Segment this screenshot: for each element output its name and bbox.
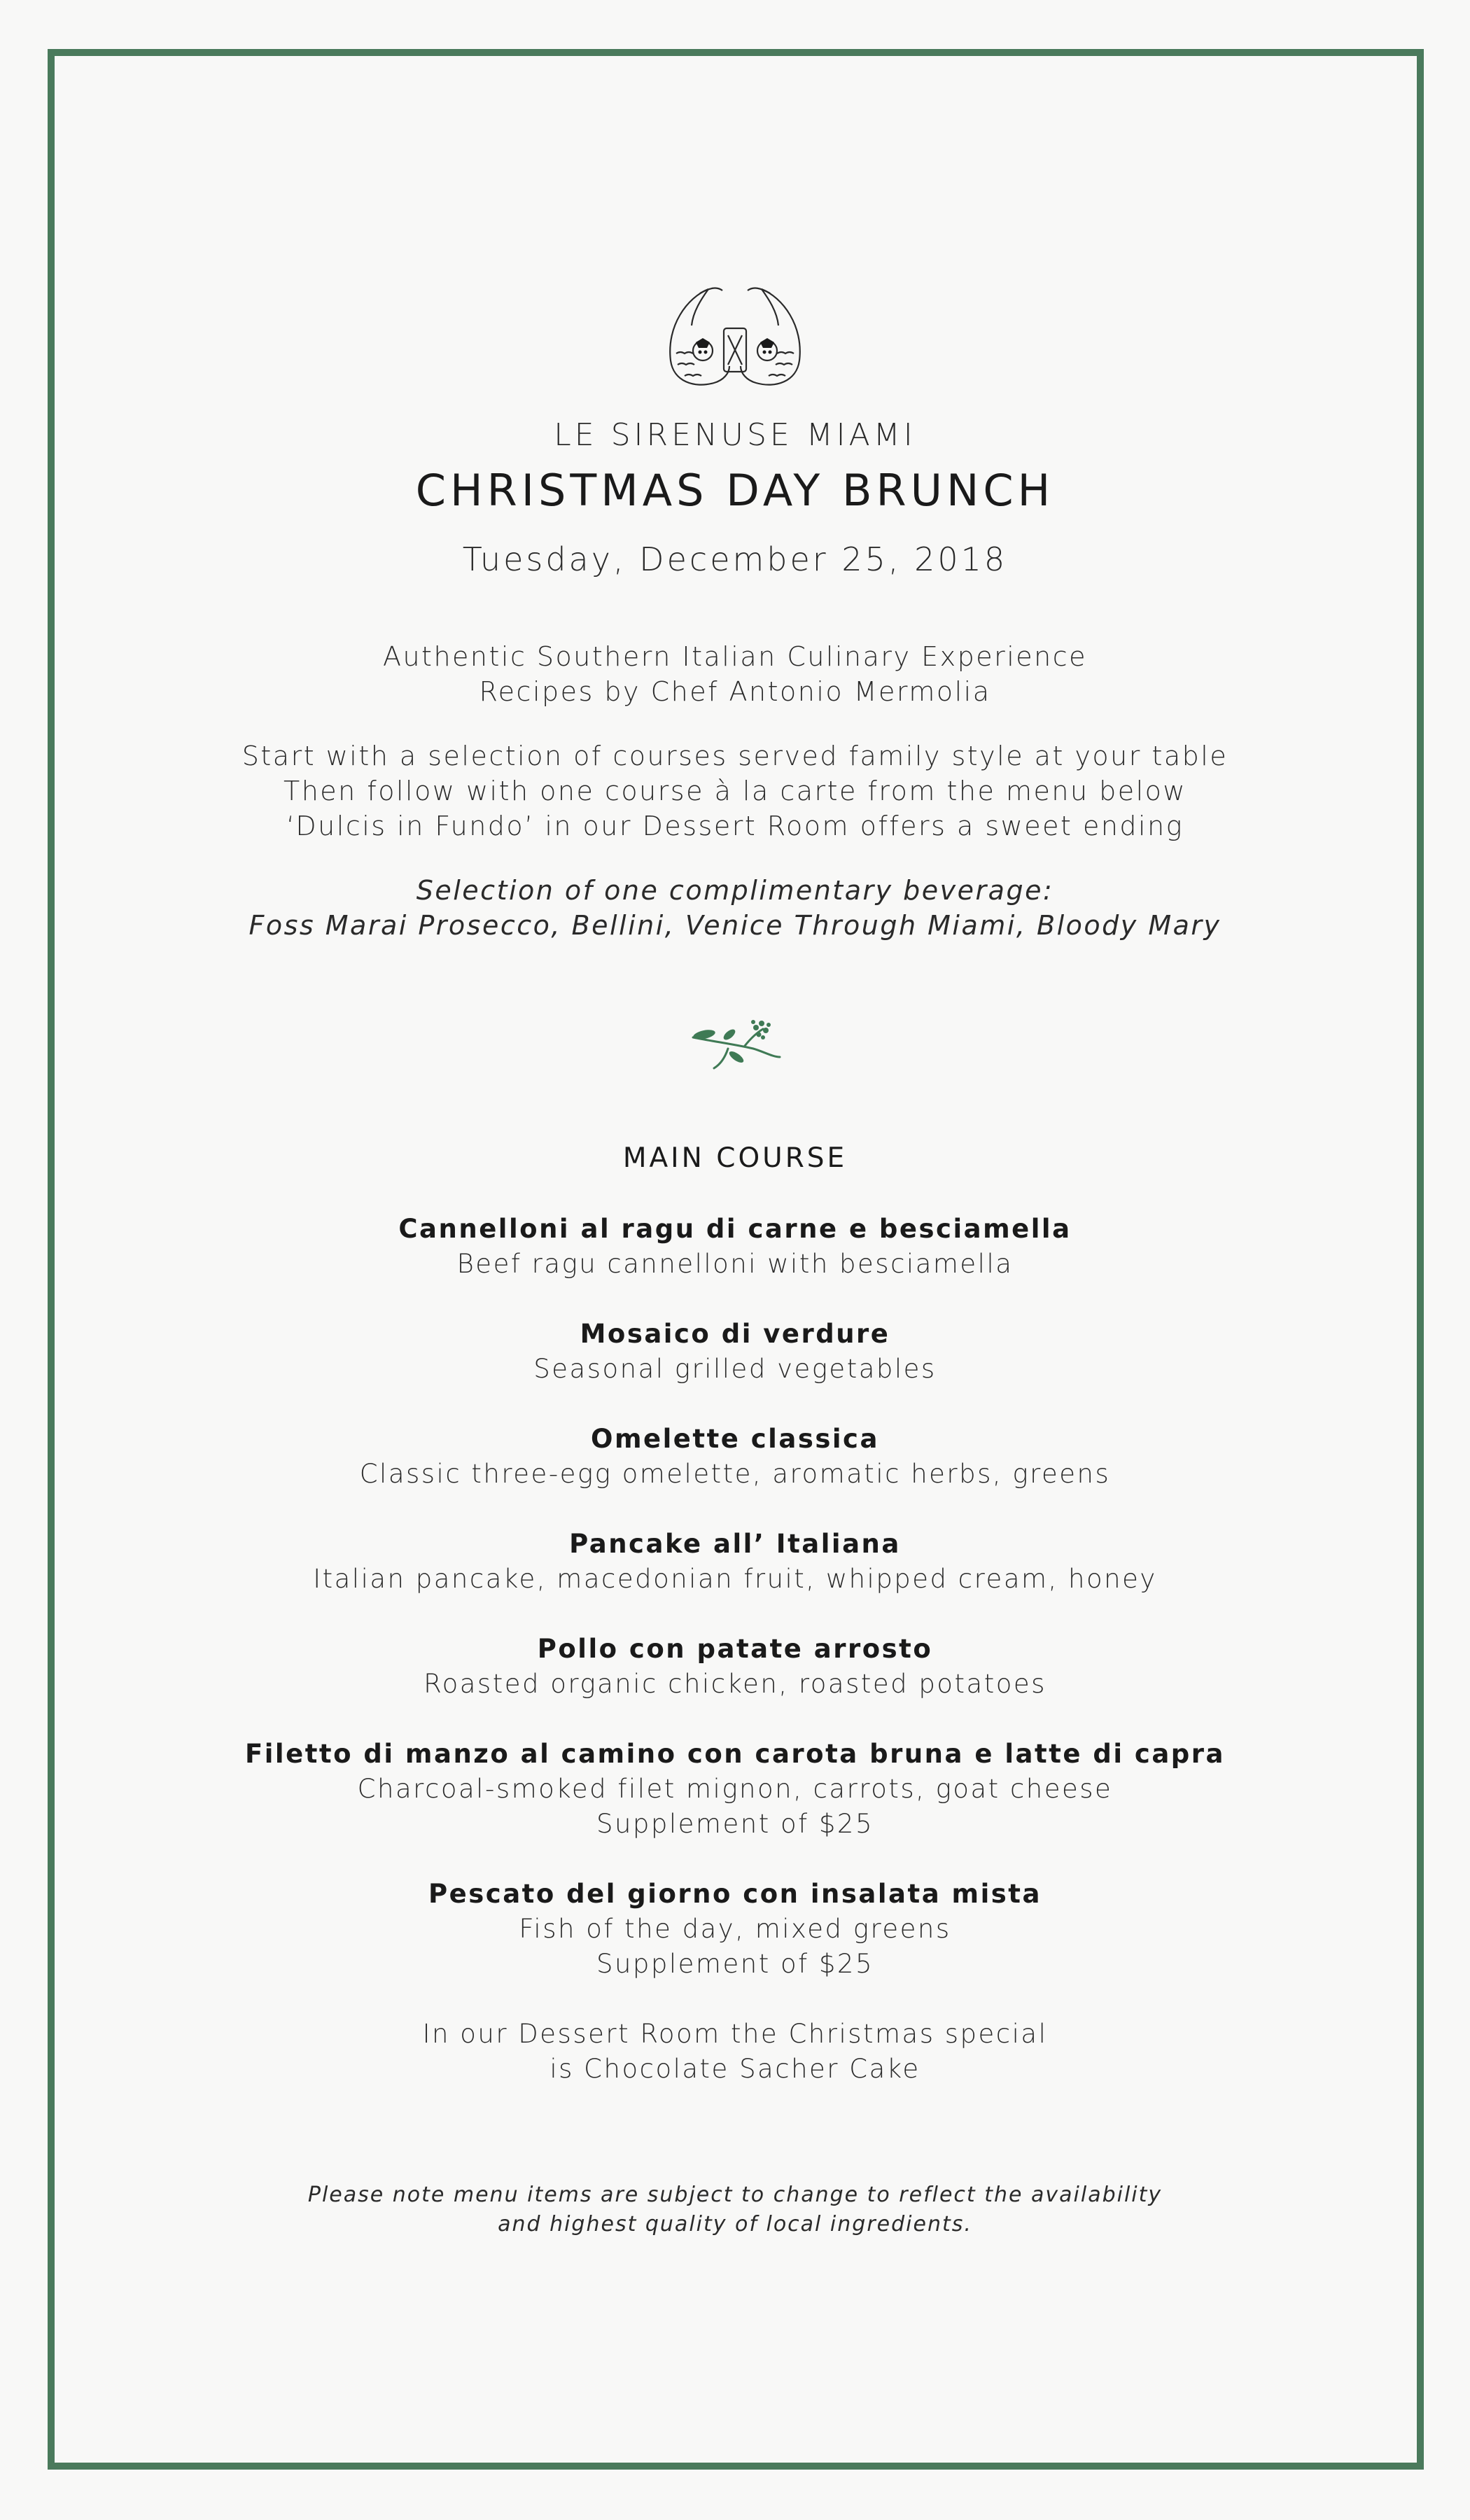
dish-description: Charcoal-smoked filet mignon, carrots, goat cheese [357, 1774, 1113, 1804]
restaurant-name: LE SIRENUSE MIAMI [554, 417, 916, 453]
dessert-note: is Chocolate Sacher Cake [550, 2054, 920, 2084]
dish-name: Mosaico di verdure [580, 1319, 890, 1349]
beverage-heading: Selection of one complimentary beverage: [416, 875, 1054, 906]
dish-description: Seasonal grilled vegetables [533, 1354, 937, 1384]
dessert-note: In our Dessert Room the Christmas special [422, 2019, 1048, 2049]
footer-note: Please note menu items are subject to change to reflect the availability [307, 2183, 1163, 2207]
dish-supplement: Supplement of $25 [596, 1949, 874, 1979]
intro-line: ‘Dulcis in Fundo’ in our Dessert Room offers a sweet ending [286, 811, 1184, 841]
intro-line: Then follow with one course à la carte from the menu below [283, 776, 1186, 806]
dish-description: Fish of the day, mixed greens [519, 1914, 951, 1944]
footer-note: and highest quality of local ingredients. [498, 2212, 972, 2236]
menu-date: Tuesday, December 25, 2018 [462, 540, 1008, 578]
twin-sirens-logo-icon [659, 284, 811, 396]
olive-branch-icon [686, 1014, 784, 1072]
intro-line: Authentic Southern Italian Culinary Experience [382, 641, 1088, 672]
dish-name: Cannelloni al ragu di carne e besciamella [398, 1214, 1072, 1244]
dish-description: Roasted organic chicken, roasted potatoes [424, 1669, 1046, 1699]
dish-description: Classic three-egg omelette, aromatic herbs, greens [359, 1459, 1111, 1489]
dish-name: Pescato del giorno con insalata mista [428, 1879, 1042, 1909]
section-title-main-course: MAIN COURSE [622, 1142, 848, 1174]
dish-name: Omelette classica [591, 1424, 879, 1454]
dish-name: Pancake all’ Italiana [569, 1529, 901, 1559]
menu-title: CHRISTMAS DAY BRUNCH [415, 465, 1055, 516]
intro-line: Recipes by Chef Antonio Mermolia [479, 676, 991, 707]
intro-line: Start with a selection of courses served family style at your table [241, 741, 1228, 771]
dish-supplement: Supplement of $25 [596, 1809, 874, 1839]
dish-description: Italian pancake, macedonian fruit, whipped cream, honey [313, 1564, 1157, 1594]
dish-name: Filetto di manzo al camino con carota bruna e latte di capra [244, 1739, 1226, 1769]
beverage-list: Foss Marai Prosecco, Bellini, Venice Through Miami, Bloody Mary [248, 910, 1222, 941]
dish-name: Pollo con patate arrosto [537, 1634, 933, 1664]
dish-description: Beef ragu cannelloni with besciamella [456, 1249, 1014, 1279]
